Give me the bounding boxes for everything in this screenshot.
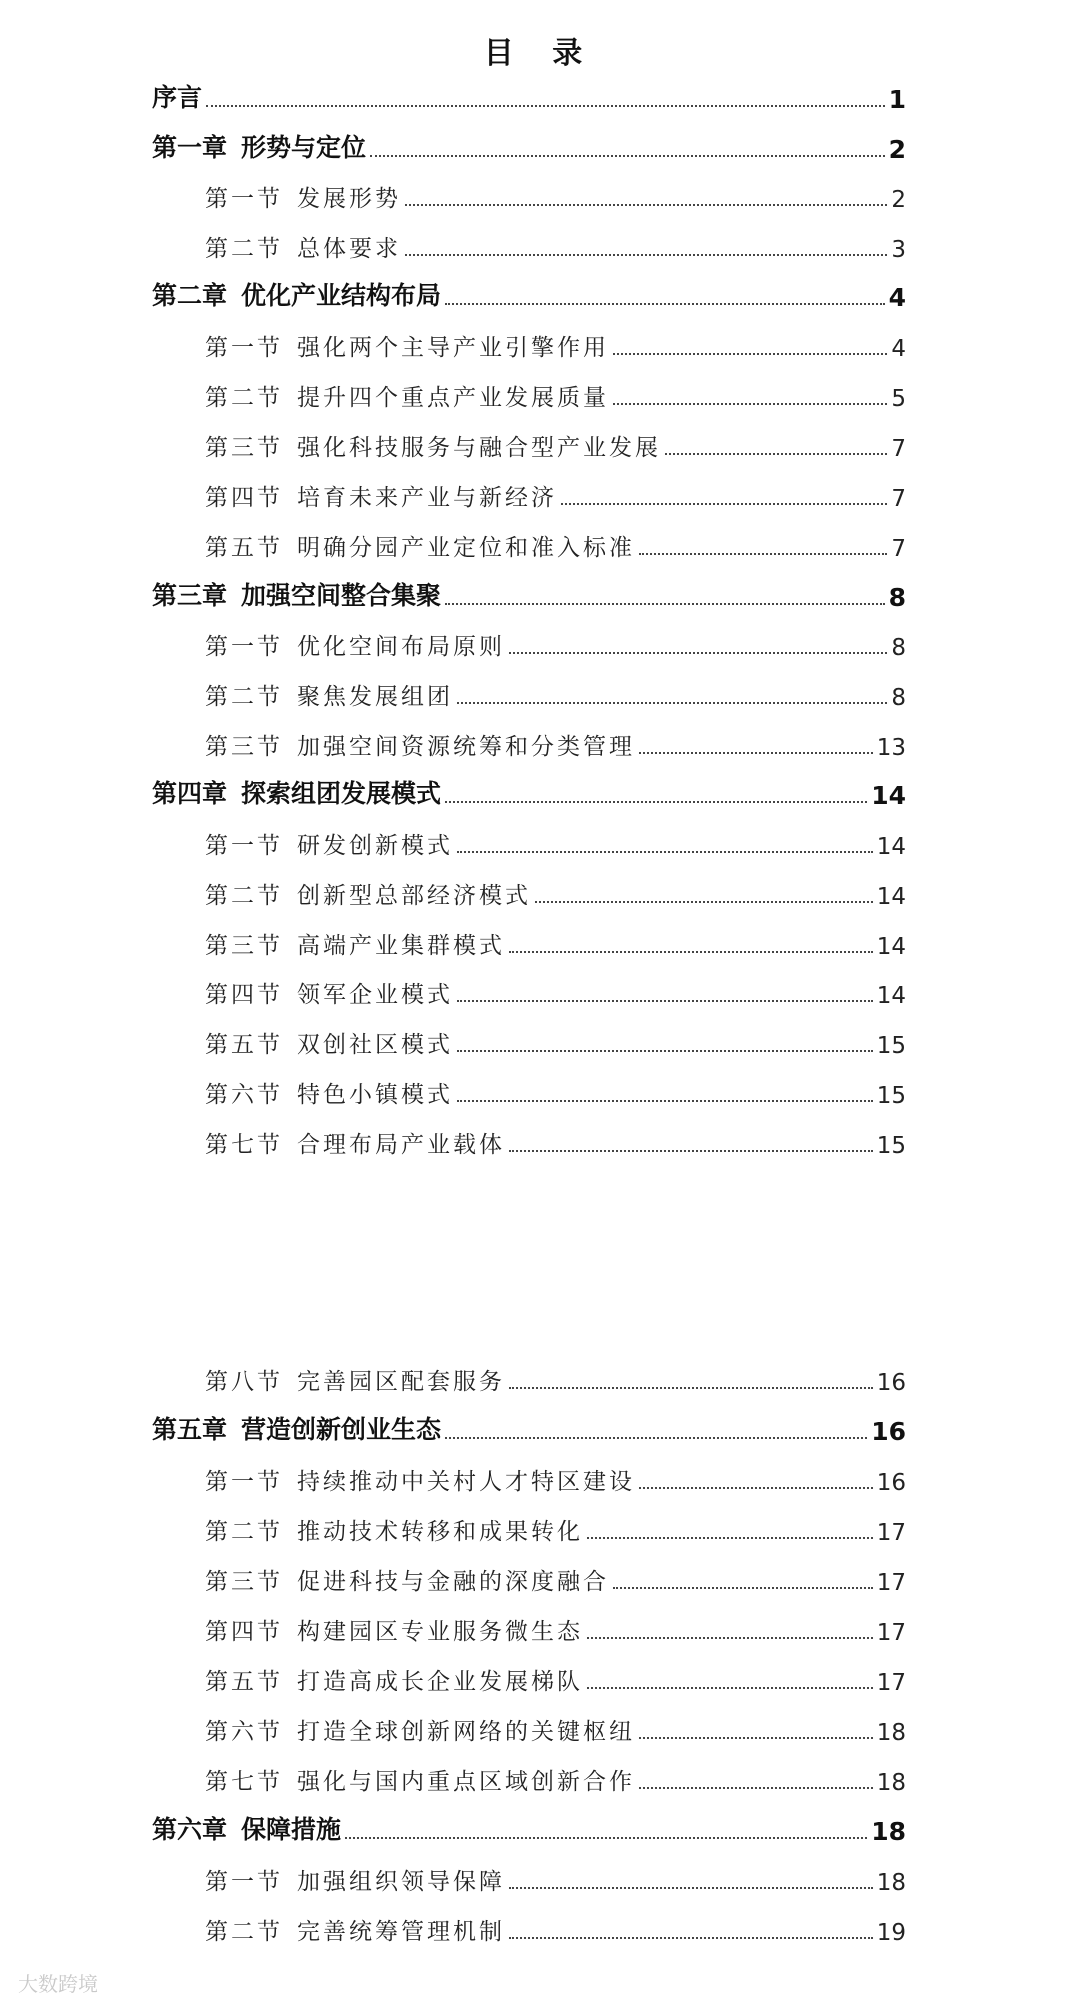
dot-leader [445, 603, 885, 605]
dot-leader [509, 1887, 873, 1889]
toc-page-number: 17 [876, 1620, 906, 1646]
toc-entry-title [152, 1810, 341, 1846]
toc-section-entry[interactable] [205, 675, 906, 711]
toc-entry-number: 第三节 [205, 435, 283, 461]
toc-entry-title [205, 927, 505, 960]
toc-entry-text: 特色小镇模式 [297, 1082, 453, 1108]
toc-entry-number: 第三章 [152, 581, 228, 610]
dot-leader [509, 652, 887, 654]
toc-chapter-entry[interactable] [152, 576, 906, 612]
toc-page-number: 15 [876, 1033, 906, 1059]
toc-entry-text: 加强空间整合集聚 [241, 581, 442, 610]
dot-leader [457, 1000, 873, 1002]
toc-page-number: 16 [871, 1417, 906, 1446]
dot-leader [509, 1387, 873, 1389]
toc-entry-number: 第二节 [205, 236, 283, 262]
toc-entry-number: 第一节 [205, 833, 283, 859]
toc-section-entry[interactable] [205, 1123, 906, 1159]
toc-page-number: 8 [891, 685, 906, 711]
toc-entry-number: 第四章 [152, 779, 228, 808]
toc-entry-title [152, 774, 441, 810]
toc-chapter-entry[interactable] [152, 128, 906, 164]
toc-page-number: 2 [888, 135, 906, 164]
toc-entry-number: 序言 [152, 83, 203, 112]
toc-page-number: 19 [876, 1920, 906, 1946]
toc-section-entry[interactable] [205, 1360, 906, 1396]
toc-page-number: 17 [876, 1670, 906, 1696]
toc-entry-text: 持续推动中关村人才特区建设 [297, 1469, 635, 1495]
toc-entry-number: 第一节 [205, 186, 283, 212]
toc-entry-text: 强化科技服务与融合型产业发展 [297, 435, 661, 461]
dot-leader [665, 453, 887, 455]
toc-section-entry[interactable] [205, 1860, 906, 1896]
toc-entry-title [205, 479, 557, 512]
watermark: 大数跨境 [18, 1972, 98, 1996]
dot-leader [613, 353, 887, 355]
toc-entry-text: 优化空间布局原则 [297, 634, 505, 660]
toc-entry-title [205, 1363, 505, 1396]
toc-section-entry[interactable] [205, 177, 906, 213]
dot-leader [639, 1487, 873, 1489]
toc-entry-number: 第七节 [205, 1132, 283, 1158]
dot-leader [587, 1537, 873, 1539]
toc-page-number: 18 [876, 1870, 906, 1896]
page-title: 目 录 [483, 36, 597, 71]
toc-page-number: 3 [891, 237, 906, 263]
toc-section-entry[interactable] [205, 1760, 906, 1796]
toc-entry-text: 完善统筹管理机制 [297, 1919, 505, 1945]
toc-entry-number: 第三节 [205, 734, 283, 760]
dot-leader [445, 303, 885, 305]
toc-section-entry[interactable] [205, 1460, 906, 1496]
toc-entry-title [205, 1513, 583, 1546]
dot-leader [445, 801, 867, 803]
toc-section-entry[interactable] [205, 625, 906, 661]
toc-page-number: 16 [876, 1470, 906, 1496]
toc-page-number: 1 [888, 85, 906, 114]
toc-section-entry[interactable] [205, 874, 906, 910]
toc-entry-number: 第二节 [205, 1519, 283, 1545]
toc-page-number: 14 [876, 884, 906, 910]
toc-entry-text: 双创社区模式 [297, 1032, 453, 1058]
toc-page-number: 5 [891, 386, 906, 412]
toc-page-number: 14 [876, 983, 906, 1009]
toc-entry-text: 打造高成长企业发展梯队 [297, 1669, 583, 1695]
dot-leader [639, 1737, 873, 1739]
toc-entry-number: 第一章 [152, 133, 228, 162]
toc-entry-title [152, 1410, 441, 1446]
toc-entry-number: 第六节 [205, 1082, 283, 1108]
toc-entry-title [205, 329, 609, 362]
toc-section-entry[interactable] [205, 1023, 906, 1059]
toc-entry-number: 第一节 [205, 634, 283, 660]
dot-leader [405, 254, 887, 256]
toc-entry-number: 第五章 [152, 1415, 228, 1444]
toc-section-entry[interactable] [205, 326, 906, 362]
toc-entry-number: 第五节 [205, 1032, 283, 1058]
toc-page-number: 14 [871, 781, 906, 810]
toc-page-number: 7 [891, 486, 906, 512]
toc-entry-text: 形势与定位 [241, 133, 367, 162]
toc-section-entry[interactable] [205, 824, 906, 860]
dot-leader [639, 1787, 873, 1789]
dot-leader [457, 1050, 873, 1052]
toc-entry-title [152, 78, 202, 114]
toc-entry-number: 第二章 [152, 281, 228, 310]
toc-chapter-entry[interactable] [152, 774, 906, 810]
toc-entry-text: 高端产业集群模式 [297, 933, 505, 959]
toc-entry-text: 聚焦发展组团 [297, 684, 453, 710]
toc-entry-text: 加强空间资源统筹和分类管理 [297, 734, 635, 760]
toc-page-number: 14 [876, 834, 906, 860]
toc-entry-text: 促进科技与金融的深度融合 [297, 1569, 609, 1595]
toc-entry-title [205, 827, 453, 860]
toc-entry-number: 第五节 [205, 535, 283, 561]
toc-entry-title [205, 976, 453, 1009]
toc-entry-title [205, 1763, 635, 1796]
dot-leader [345, 1837, 867, 1839]
toc-entry-title [205, 529, 635, 562]
toc-entry-text: 强化两个主导产业引擎作用 [297, 335, 609, 361]
toc-page-number: 4 [888, 283, 906, 312]
toc-page-number: 8 [891, 635, 906, 661]
toc-entry-number: 第一节 [205, 335, 283, 361]
toc-section-entry[interactable] [205, 227, 906, 263]
toc-section-entry[interactable] [205, 526, 906, 562]
toc-section-entry[interactable] [205, 1510, 906, 1546]
toc-entry-number: 第二节 [205, 684, 283, 710]
toc-section-entry[interactable] [205, 924, 906, 960]
toc-page-number: 14 [876, 934, 906, 960]
toc-section-entry[interactable] [205, 376, 906, 412]
toc-page-number: 15 [876, 1133, 906, 1159]
toc-entry-number: 第五节 [205, 1669, 283, 1695]
toc-chapter-entry[interactable] [152, 78, 906, 114]
toc-entry-number: 第一节 [205, 1869, 283, 1895]
toc-page-number: 7 [891, 436, 906, 462]
toc-entry-title [152, 576, 441, 612]
dot-leader [639, 553, 887, 555]
toc-entry-title [205, 1913, 505, 1946]
toc-entry-title [152, 276, 441, 312]
toc-entry-title [205, 1663, 583, 1696]
dot-leader [206, 105, 885, 107]
toc-entry-text: 完善园区配套服务 [297, 1369, 505, 1395]
dot-leader [457, 702, 887, 704]
toc-entry-number: 第三节 [205, 933, 283, 959]
toc-entry-number: 第二节 [205, 1919, 283, 1945]
toc-entry-text: 培育未来产业与新经济 [297, 485, 557, 511]
toc-entry-number: 第四节 [205, 1619, 283, 1645]
toc-entry-text: 提升四个重点产业发展质量 [297, 385, 609, 411]
toc-entry-title [205, 429, 661, 462]
toc-entry-title [205, 728, 635, 761]
toc-entry-title [205, 379, 609, 412]
toc-entry-title [205, 1026, 453, 1059]
toc-page-number: 18 [871, 1817, 906, 1846]
toc-entry-title [205, 230, 401, 263]
toc-chapter-entry[interactable] [152, 1810, 906, 1846]
dot-leader [535, 901, 873, 903]
dot-leader [445, 1437, 867, 1439]
toc-entry-number: 第一节 [205, 1469, 283, 1495]
toc-section-entry[interactable] [205, 1910, 906, 1946]
toc-page-number: 18 [876, 1720, 906, 1746]
dot-leader [509, 951, 873, 953]
toc-page-number: 13 [876, 735, 906, 761]
toc-entry-number: 第三节 [205, 1569, 283, 1595]
toc-entry-text: 强化与国内重点区域创新合作 [297, 1769, 635, 1795]
toc-entry-title [152, 128, 366, 164]
dot-leader [587, 1687, 873, 1689]
toc-section-entry[interactable] [205, 1660, 906, 1696]
toc-entry-number: 第六章 [152, 1815, 228, 1844]
dot-leader [561, 503, 887, 505]
toc-entry-text: 合理布局产业载体 [297, 1132, 505, 1158]
toc-entry-title [205, 1863, 505, 1896]
toc-entry-number: 第七节 [205, 1769, 283, 1795]
toc-entry-text: 总体要求 [297, 236, 401, 262]
dot-leader [457, 851, 873, 853]
toc-entry-text: 探索组团发展模式 [241, 779, 442, 808]
toc-entry-number: 第四节 [205, 485, 283, 511]
toc-entry-number: 第八节 [205, 1369, 283, 1395]
toc-page-number: 7 [891, 536, 906, 562]
toc-entry-text: 研发创新模式 [297, 833, 453, 859]
toc-entry-title [205, 1126, 505, 1159]
toc-page-number: 16 [876, 1370, 906, 1396]
toc-page-number: 2 [891, 187, 906, 213]
toc-chapter-entry[interactable] [152, 1410, 906, 1446]
toc-entry-number: 第六节 [205, 1719, 283, 1745]
dot-leader [639, 752, 873, 754]
dot-leader [405, 204, 887, 206]
toc-entry-text: 打造全球创新网络的关键枢纽 [297, 1719, 635, 1745]
toc-entry-text: 明确分园产业定位和准入标准 [297, 535, 635, 561]
toc-entry-title [205, 1563, 609, 1596]
toc-entry-text: 发展形势 [297, 186, 401, 212]
toc-section-entry[interactable] [205, 973, 906, 1009]
toc-entry-title [205, 1463, 635, 1496]
dot-leader [509, 1150, 873, 1152]
toc-section-entry[interactable] [205, 725, 906, 761]
toc-entry-number: 第四节 [205, 982, 283, 1008]
toc-page-number: 17 [876, 1520, 906, 1546]
dot-leader [587, 1637, 873, 1639]
toc-entry-text: 构建园区专业服务微生态 [297, 1619, 583, 1645]
toc-entry-text: 营造创新创业生态 [241, 1415, 442, 1444]
toc-chapter-entry[interactable] [152, 276, 906, 312]
dot-leader [509, 1937, 873, 1939]
toc-entry-text: 领军企业模式 [297, 982, 453, 1008]
toc-entry-text: 加强组织领导保障 [297, 1869, 505, 1895]
toc-entry-title [205, 628, 505, 661]
dot-leader [370, 155, 885, 157]
dot-leader [613, 1587, 873, 1589]
toc-section-entry[interactable] [205, 1073, 906, 1109]
toc-entry-title [205, 1076, 453, 1109]
toc-entry-title [205, 678, 453, 711]
dot-leader [613, 403, 887, 405]
toc-entry-number: 第二节 [205, 385, 283, 411]
dot-leader [457, 1100, 873, 1102]
toc-section-entry[interactable] [205, 426, 906, 462]
toc-entry-text: 推动技术转移和成果转化 [297, 1519, 583, 1545]
toc-entry-text: 保障措施 [241, 1815, 342, 1844]
toc-page-number: 15 [876, 1083, 906, 1109]
toc-page-number: 18 [876, 1770, 906, 1796]
toc-entry-text: 创新型总部经济模式 [297, 883, 531, 909]
toc-entry-text: 优化产业结构布局 [241, 281, 442, 310]
toc-entry-title [205, 1613, 583, 1646]
toc-section-entry[interactable] [205, 1560, 906, 1596]
toc-section-entry[interactable] [205, 476, 906, 512]
toc-entry-title [205, 877, 531, 910]
toc-page-number: 8 [888, 583, 906, 612]
toc-entry-title [205, 1713, 635, 1746]
toc-section-entry[interactable] [205, 1610, 906, 1646]
toc-entry-number: 第二节 [205, 883, 283, 909]
toc-entry-title [205, 180, 401, 213]
toc-page-number: 17 [876, 1570, 906, 1596]
toc-section-entry[interactable] [205, 1710, 906, 1746]
toc-page-number: 4 [891, 336, 906, 362]
